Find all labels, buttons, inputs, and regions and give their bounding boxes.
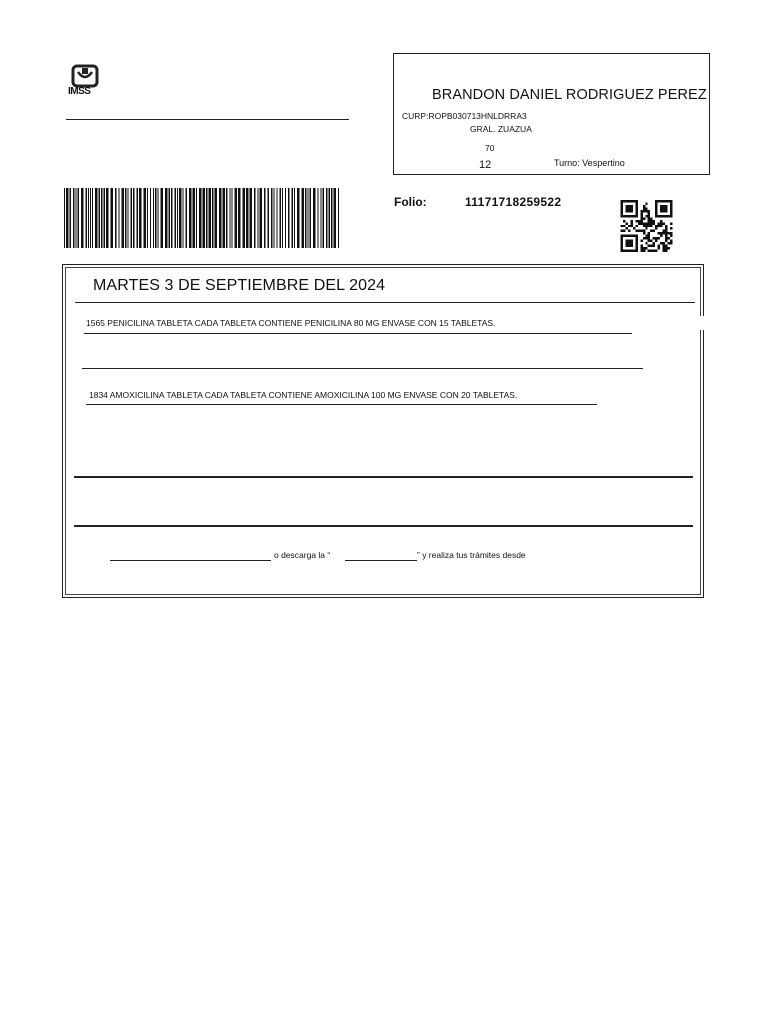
qr-module [645, 202, 647, 204]
qr-module [648, 240, 650, 242]
qr-module [621, 235, 623, 252]
qr-module [621, 230, 623, 232]
qr-module [645, 222, 647, 224]
barcode-bar [186, 188, 188, 248]
box-notch [700, 316, 708, 330]
qr-module [670, 200, 672, 217]
qr-module [650, 245, 652, 247]
qr-module [640, 212, 642, 214]
qr-module [665, 240, 667, 242]
qr-module [640, 247, 642, 249]
qr-module [621, 200, 638, 202]
barcode-bar [90, 188, 91, 248]
barcode-bar [321, 188, 322, 248]
barcode-bar [318, 188, 319, 248]
qr-module [623, 225, 625, 227]
qr-module [635, 235, 637, 252]
qr-module [655, 250, 657, 252]
barcode-bar [161, 188, 164, 248]
barcode-bar [125, 188, 127, 248]
qr-module [653, 222, 655, 224]
qr-module [658, 245, 660, 247]
logo-label: IMSS [68, 86, 91, 97]
qr-module [643, 237, 645, 239]
barcode-bar [88, 188, 89, 248]
qr-module [625, 227, 627, 229]
barcode-bar [288, 188, 290, 248]
barcode-bar [155, 188, 157, 248]
barcode-bar [179, 188, 182, 248]
barcode-bar [137, 188, 139, 248]
qr-module [643, 217, 645, 219]
qr-module [658, 237, 660, 239]
qr-module [668, 237, 670, 239]
barcode-bar [64, 188, 65, 248]
barcode-bar [101, 188, 103, 248]
qr-module [660, 232, 662, 234]
qr-module [635, 220, 637, 222]
qr-module [648, 232, 650, 234]
qr-module [653, 242, 655, 244]
barcode-bar [189, 188, 192, 248]
qr-module [663, 242, 665, 244]
qr-module [670, 227, 672, 229]
qr-module [640, 245, 642, 247]
qr-module [653, 250, 655, 252]
qr-module [625, 205, 632, 212]
qr-module [660, 235, 662, 237]
qr-module [648, 245, 650, 247]
barcode-icon [64, 188, 340, 248]
qr-module [628, 225, 630, 227]
qr-module [625, 240, 632, 247]
barcode-bar [122, 188, 125, 248]
qr-module [663, 232, 665, 234]
qr-module [670, 240, 672, 242]
qr-module [621, 235, 638, 237]
qr-module [653, 220, 655, 222]
barcode-bar [334, 188, 337, 248]
qr-module [670, 235, 672, 237]
qr-module [630, 225, 632, 227]
barcode-bar [92, 188, 93, 248]
barcode-bar [206, 188, 208, 248]
qr-module [643, 230, 645, 232]
qr-module [665, 235, 667, 237]
barcode-bar [196, 188, 197, 248]
qr-module [643, 207, 645, 209]
patient-number: 12 [479, 159, 492, 171]
barcode-bar [70, 188, 72, 248]
barcode-bar [277, 188, 278, 248]
qr-module [665, 230, 667, 232]
barcode-bar [302, 188, 305, 248]
section-divider-2 [74, 525, 693, 527]
qr-module [650, 250, 652, 252]
barcode-bar [147, 188, 148, 248]
barcode-bar [232, 188, 233, 248]
barcode-bar [331, 188, 333, 248]
barcode-bar [250, 188, 253, 248]
qr-module [643, 225, 645, 227]
qr-module [645, 235, 647, 237]
qr-module [640, 215, 642, 217]
barcode-bar [203, 188, 206, 248]
folio-label: Folio: [394, 195, 427, 209]
qr-module [648, 225, 650, 227]
qr-module [653, 245, 655, 247]
barcode-bar [106, 188, 109, 248]
qr-module [663, 222, 665, 224]
barcode-bar [238, 188, 241, 248]
qr-module [655, 237, 657, 239]
patient-consultorio: 70 [485, 143, 495, 153]
barcode-bar [131, 188, 133, 248]
barcode-bar [260, 188, 263, 248]
barcode-bar [310, 188, 312, 248]
qr-module [643, 205, 645, 207]
barcode-bar [305, 188, 307, 248]
qr-module [668, 242, 670, 244]
barcode-bar [308, 188, 309, 248]
barcode-bar [76, 188, 77, 248]
barcode-bar [280, 188, 282, 248]
barcode-bar [119, 188, 120, 248]
qr-module [640, 210, 642, 212]
barcode-bar [212, 188, 214, 248]
qr-module [660, 220, 662, 222]
barcode-bar [165, 188, 168, 248]
qr-module [621, 200, 623, 217]
qr-module [653, 237, 655, 239]
qr-module [660, 242, 662, 244]
qr-module [665, 232, 667, 234]
qr-module [670, 222, 672, 224]
barcode-bar [99, 188, 101, 248]
footer-blank-1 [110, 560, 271, 561]
barcode-bar [326, 188, 328, 248]
qr-module [655, 240, 657, 242]
qr-code-icon [620, 200, 673, 252]
qr-module [665, 245, 667, 247]
barcode-bar [66, 188, 69, 248]
barcode-bar [338, 188, 339, 248]
barcode-bar [215, 188, 218, 248]
qr-module [663, 230, 665, 232]
barcode-bar [73, 188, 75, 248]
barcode-bar [183, 188, 184, 248]
qr-module [630, 220, 632, 222]
barcode-bar [268, 188, 270, 248]
qr-module [655, 227, 657, 229]
qr-module [623, 220, 625, 222]
qr-module [653, 230, 655, 232]
medication-item-1: 1565 PENICILINA TABLETA CADA TABLETA CONTIENE PENICILINA 80 MG ENVASE CON 15 TABLETAS. [86, 318, 496, 328]
barcode-bar [243, 188, 246, 248]
qr-module [630, 222, 632, 224]
patient-shift: Turno: Vespertino [554, 158, 625, 168]
qr-module [663, 247, 665, 249]
qr-module [633, 227, 635, 229]
footer-text-b: ” y realiza tus trámites desde [417, 550, 526, 560]
qr-module [645, 242, 647, 244]
qr-module [655, 225, 657, 227]
barcode-bar [292, 188, 294, 248]
qr-module [628, 230, 630, 232]
barcode-bar [230, 188, 231, 248]
barcode-bar [254, 188, 256, 248]
barcode-bar [313, 188, 316, 248]
barcode-bar [128, 188, 129, 248]
barcode-bar [153, 188, 154, 248]
qr-module [621, 225, 623, 227]
prescription-box-inner [65, 267, 701, 595]
qr-module [635, 200, 637, 217]
barcode-bar [86, 188, 88, 248]
qr-module [623, 230, 625, 232]
qr-module [643, 247, 645, 249]
qr-module [635, 225, 637, 227]
barcode-bar [329, 188, 331, 248]
barcode-bar [81, 188, 84, 248]
qr-module [660, 205, 667, 212]
qr-module [650, 230, 652, 232]
qr-module [665, 237, 667, 239]
qr-module [665, 247, 667, 249]
qr-module [645, 247, 647, 249]
barcode-bar [158, 188, 159, 248]
qr-module [638, 230, 640, 232]
qr-module [663, 250, 665, 252]
qr-module [635, 230, 637, 232]
medication-underline-2 [86, 404, 597, 405]
qr-module [640, 217, 642, 219]
qr-module [648, 212, 650, 214]
qr-module [650, 220, 652, 222]
qr-module [655, 200, 672, 202]
qr-module [640, 240, 642, 242]
qr-module [660, 225, 662, 227]
qr-module [643, 232, 645, 234]
barcode-bar [104, 188, 106, 248]
barcode-bar [323, 188, 325, 248]
barcode-bar [285, 188, 286, 248]
barcode-bar [115, 188, 117, 248]
barcode-bar [175, 188, 177, 248]
qr-module [643, 210, 645, 212]
barcode-bar [235, 188, 238, 248]
qr-module [665, 225, 667, 227]
barcode-bar [274, 188, 275, 248]
barcode-bar [171, 188, 173, 248]
barcode-bar [246, 188, 249, 248]
qr-module [665, 227, 667, 229]
qr-module [648, 217, 650, 219]
qr-module [640, 250, 642, 252]
barcode-bar [282, 188, 283, 248]
qr-module [625, 222, 627, 224]
qr-module [621, 215, 638, 217]
qr-module [650, 217, 652, 219]
qr-module [665, 250, 667, 252]
barcode-bar [209, 188, 212, 248]
section-divider-1 [74, 476, 693, 478]
qr-module [648, 250, 650, 252]
qr-module [643, 222, 645, 224]
barcode-bar [219, 188, 222, 248]
qr-module [645, 207, 647, 209]
barcode-bar [95, 188, 98, 248]
qr-module [650, 240, 652, 242]
barcode-bar [271, 188, 273, 248]
medication-underline-1 [84, 333, 632, 334]
qr-module [655, 215, 672, 217]
qr-module [648, 220, 650, 222]
qr-module [640, 222, 642, 224]
qr-module [648, 215, 650, 217]
qr-module [658, 247, 660, 249]
barcode-bar [139, 188, 142, 248]
folio-value: 11171718259522 [465, 195, 562, 209]
qr-module [640, 220, 642, 222]
barcode-bar [78, 188, 80, 248]
qr-module [648, 222, 650, 224]
qr-module [645, 225, 647, 227]
barcode-bar [150, 188, 151, 248]
barcode-bar [193, 188, 196, 248]
header-divider [66, 119, 349, 120]
qr-module [668, 247, 670, 249]
barcode-bar [294, 188, 295, 248]
barcode-bar [264, 188, 266, 248]
qr-module [638, 222, 640, 224]
qr-module [650, 222, 652, 224]
blank-line [82, 368, 643, 369]
patient-name: BRANDON DANIEL RODRIGUEZ PEREZ [432, 87, 707, 103]
qr-module [648, 210, 650, 212]
qr-module [640, 230, 642, 232]
qr-module [648, 235, 650, 237]
medication-item-2: 1834 AMOXICILINA TABLETA CADA TABLETA CONTIENE AMOXICILINA 100 MG ENVASE CON 20 TABLETAS. [89, 390, 518, 400]
qr-module [648, 237, 650, 239]
barcode-bar [223, 188, 226, 248]
barcode-bar [169, 188, 171, 248]
qr-module [621, 250, 638, 252]
footer-blank-2 [345, 560, 417, 561]
qr-module [658, 222, 660, 224]
barcode-bar [226, 188, 228, 248]
qr-module [655, 200, 657, 217]
qr-module [670, 232, 672, 234]
qr-module [658, 232, 660, 234]
patient-unit: GRAL. ZUAZUA [470, 124, 532, 134]
barcode-bar [111, 188, 114, 248]
qr-module [645, 210, 647, 212]
qr-module [663, 245, 665, 247]
qr-module [668, 232, 670, 234]
prescription-date: MARTES 3 DE SEPTIEMBRE DEL 2024 [93, 277, 386, 294]
barcode-bar [177, 188, 178, 248]
qr-module [645, 215, 647, 217]
qr-module [645, 237, 647, 239]
date-divider [75, 302, 695, 303]
barcode-bar [297, 188, 300, 248]
patient-curp: CURP:ROPB030713HNLDRRA3 [402, 111, 527, 121]
qr-module [658, 225, 660, 227]
barcode-bar [144, 188, 147, 248]
barcode-bar [258, 188, 259, 248]
qr-module [660, 222, 662, 224]
barcode-bar [133, 188, 135, 248]
qr-module [650, 225, 652, 227]
barcode-bar [199, 188, 202, 248]
qr-module [643, 250, 645, 252]
qr-module [670, 242, 672, 244]
qr-module [638, 220, 640, 222]
footer-text-a: o descarga la “ [274, 550, 331, 560]
qr-module [645, 227, 647, 229]
